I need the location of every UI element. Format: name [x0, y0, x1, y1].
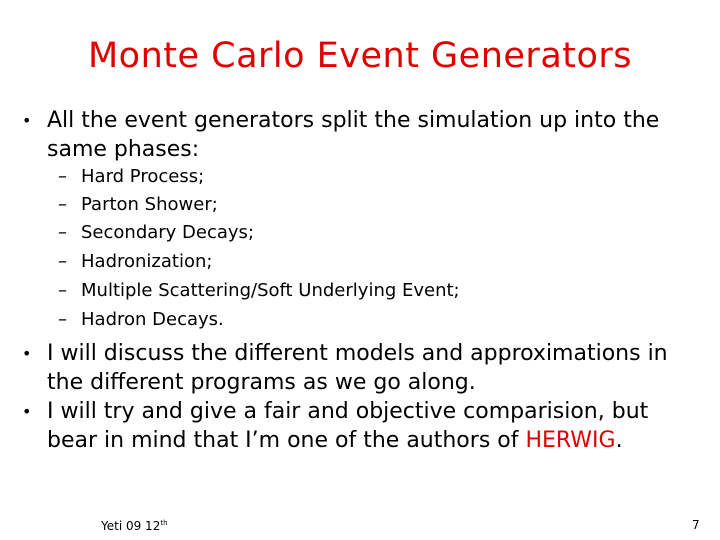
- bullet-line: same phases:: [47, 137, 200, 162]
- dash-marker: –: [58, 166, 67, 187]
- bullet-line-end: .: [615, 428, 623, 453]
- bullet-line: I will try and give a fair and objective comparision, but: [47, 399, 649, 424]
- dash-marker: –: [58, 251, 67, 272]
- page-number: 7: [692, 518, 700, 532]
- bullet-marker: •: [22, 402, 32, 421]
- bullet-fair-comparison: [22, 397, 712, 457]
- dash-marker: –: [58, 280, 67, 301]
- bullet-line: All the event generators split the simulation up into the: [47, 108, 660, 133]
- sub-item-text: Hadron Decays.: [81, 309, 224, 330]
- bullet-marker: •: [22, 111, 32, 130]
- footer-label: Yeti 09 12: [101, 519, 161, 533]
- bullet-event-generators: [22, 106, 712, 166]
- bullet-text: [47, 339, 707, 397]
- footer-text: [101, 519, 168, 533]
- slide-title: Monte Carlo Event Generators: [87, 36, 633, 76]
- bullet-line: the different programs as we go along.: [47, 370, 476, 395]
- herwig-highlight: HERWIG: [525, 428, 616, 453]
- dash-marker: –: [58, 222, 67, 243]
- bullet-line: [47, 426, 707, 455]
- sub-item-text: Hard Process;: [81, 166, 205, 187]
- bullet-text: [47, 106, 707, 164]
- bullet-discuss-models: [22, 339, 712, 399]
- sub-item-text: Multiple Scattering/Soft Underlying Event;: [81, 280, 460, 301]
- sub-item-text: Secondary Decays;: [81, 222, 255, 243]
- dash-marker: –: [58, 194, 67, 215]
- footer-superscript: th: [160, 519, 168, 527]
- sub-item-text: Hadronization;: [81, 251, 213, 272]
- sub-item-text: Parton Shower;: [81, 194, 218, 215]
- bullet-line: I will discuss the different models and approximations in: [47, 341, 668, 366]
- bullet-marker: •: [22, 344, 32, 363]
- bullet-text: [47, 397, 707, 455]
- bullet-line-start: bear in mind that I’m one of the authors of: [47, 428, 526, 453]
- dash-marker: –: [58, 309, 67, 330]
